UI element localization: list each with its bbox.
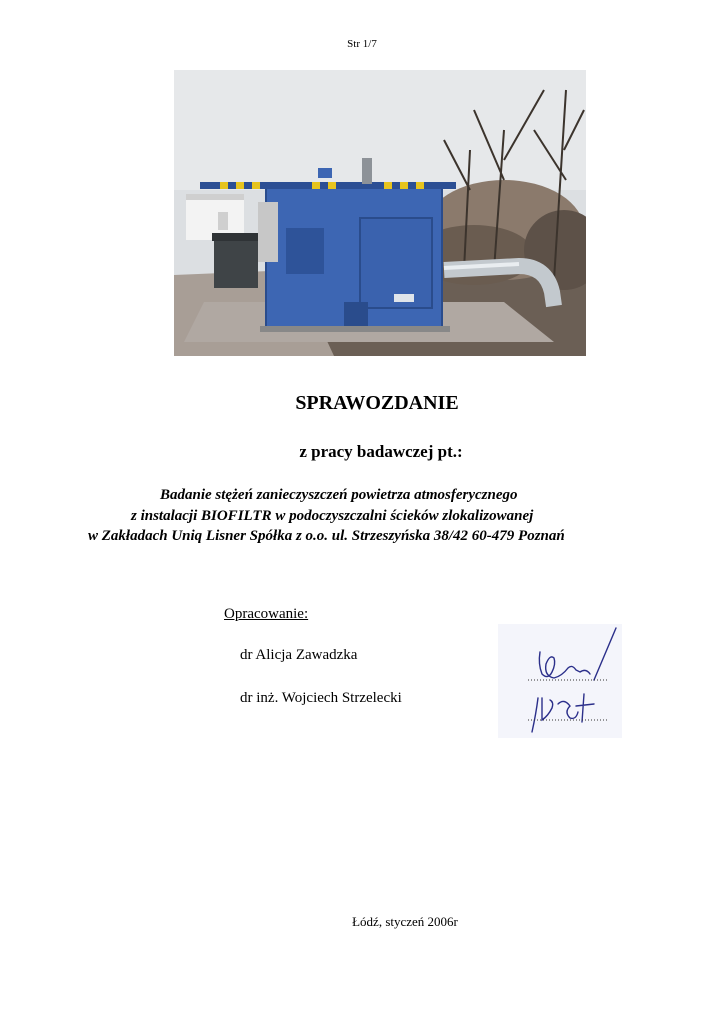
- document-title: SPRAWOZDANIE: [295, 392, 459, 414]
- place-and-date: Łódź, styczeń 2006r: [352, 914, 458, 929]
- biofilter-photo: [174, 70, 586, 356]
- prepared-by-label: Opracowanie:: [224, 606, 309, 622]
- study-title-line-2: z instalacji BIOFILTR w podoczyszczalni ścieków zlokalizowanej: [131, 508, 534, 524]
- page-number: Str 1/7: [347, 38, 377, 50]
- author-name: dr Alicja Zawadzka: [240, 647, 358, 663]
- document-subtitle: z pracy badawczej pt.:: [299, 442, 463, 461]
- study-title-line-3: w Zakładach Uniq Lisner Spółka z o.o. ul. Strzeszyńska 38/42 60-479 Poznań: [88, 528, 565, 544]
- signature-block: [498, 624, 622, 738]
- study-title-line-1: Badanie stężeń zanieczyszczeń powietrza atmosferycznego: [160, 487, 518, 503]
- author-name: dr inż. Wojciech Strzelecki: [240, 690, 402, 706]
